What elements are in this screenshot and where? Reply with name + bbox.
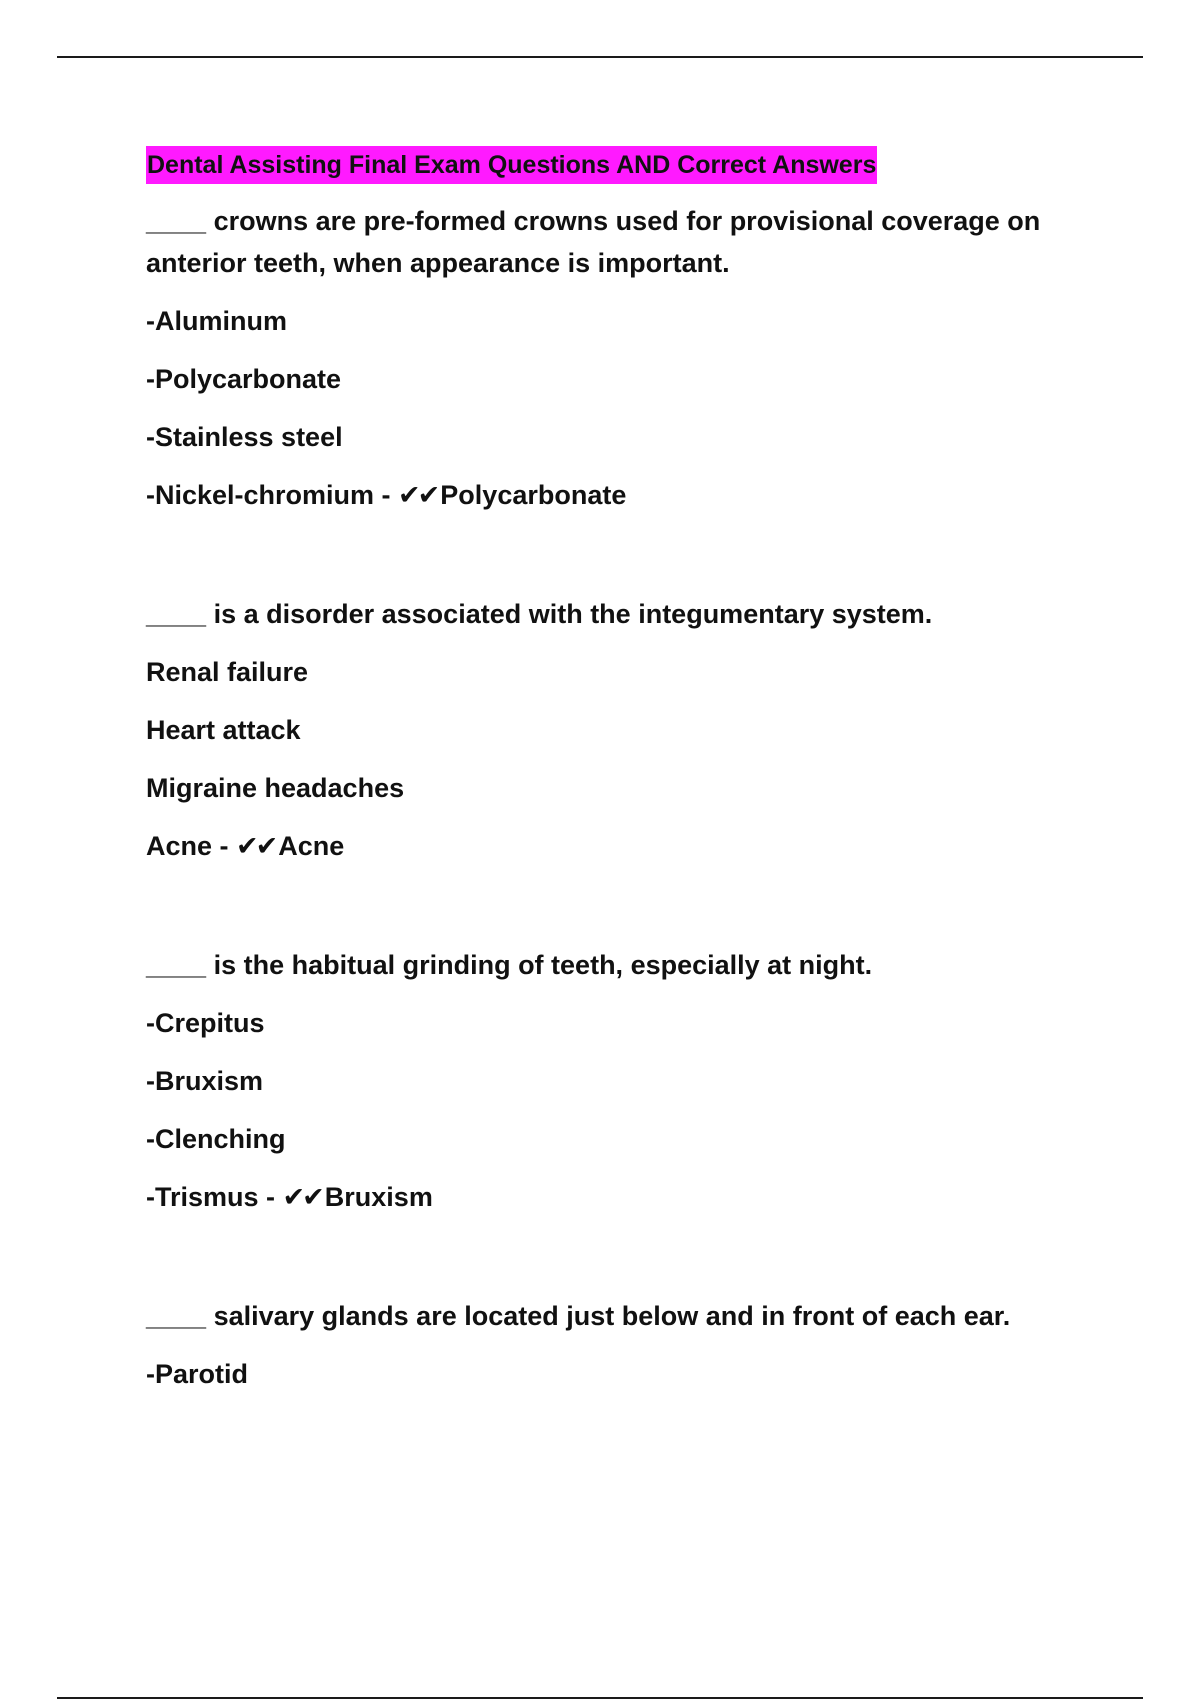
question-prompt: ____ salivary glands are located just below and in front of each ear. bbox=[146, 1301, 1011, 1331]
answer-option: -Aluminum bbox=[146, 306, 287, 336]
question-prompt: ____ is a disorder associated with the integumentary system. bbox=[146, 599, 933, 629]
question-prompt: ____ is the habitual grinding of teeth, especially at night. bbox=[146, 950, 873, 980]
double-check-icon: ✔✔ bbox=[282, 1182, 322, 1213]
answer-option-with-key bbox=[146, 825, 1086, 868]
header-rule bbox=[57, 56, 1143, 58]
answer-option: -Stainless steel bbox=[146, 422, 343, 452]
answer-option-with-key bbox=[146, 1176, 1086, 1219]
question-block-4 bbox=[146, 1295, 1086, 1395]
document-body bbox=[146, 146, 1086, 1395]
answer-option: -Parotid bbox=[146, 1359, 249, 1389]
answer-option: -Clenching bbox=[146, 1124, 286, 1154]
question-block-2 bbox=[146, 593, 1086, 868]
answer-option-with-key bbox=[146, 474, 1086, 517]
answer-option: Renal failure bbox=[146, 657, 309, 687]
answer-option-text: -Nickel-chromium - bbox=[146, 480, 399, 510]
correct-answer: Bruxism bbox=[324, 1182, 433, 1212]
answer-option-text: Acne - bbox=[146, 831, 237, 861]
answer-option-text: -Trismus - bbox=[146, 1182, 283, 1212]
answer-option: Migraine headaches bbox=[146, 773, 405, 803]
answer-option: -Bruxism bbox=[146, 1066, 264, 1096]
question-block-1 bbox=[146, 200, 1086, 517]
correct-answer: Polycarbonate bbox=[440, 480, 627, 510]
title-highlight: Dental Assisting Final Exam Questions AND Correct Answers bbox=[146, 146, 877, 184]
document-title bbox=[146, 146, 1086, 200]
answer-option: Heart attack bbox=[146, 715, 301, 745]
footer-rule bbox=[57, 1697, 1143, 1699]
correct-answer: Acne bbox=[278, 831, 345, 861]
answer-option: -Polycarbonate bbox=[146, 364, 342, 394]
double-check-icon: ✔✔ bbox=[398, 480, 438, 511]
question-prompt: ____ crowns are pre-formed crowns used for provisional coverage on anterior teeth, when appearance is important. bbox=[146, 206, 1041, 278]
double-check-icon: ✔✔ bbox=[236, 831, 276, 862]
answer-option: -Crepitus bbox=[146, 1008, 265, 1038]
question-block-3 bbox=[146, 944, 1086, 1219]
